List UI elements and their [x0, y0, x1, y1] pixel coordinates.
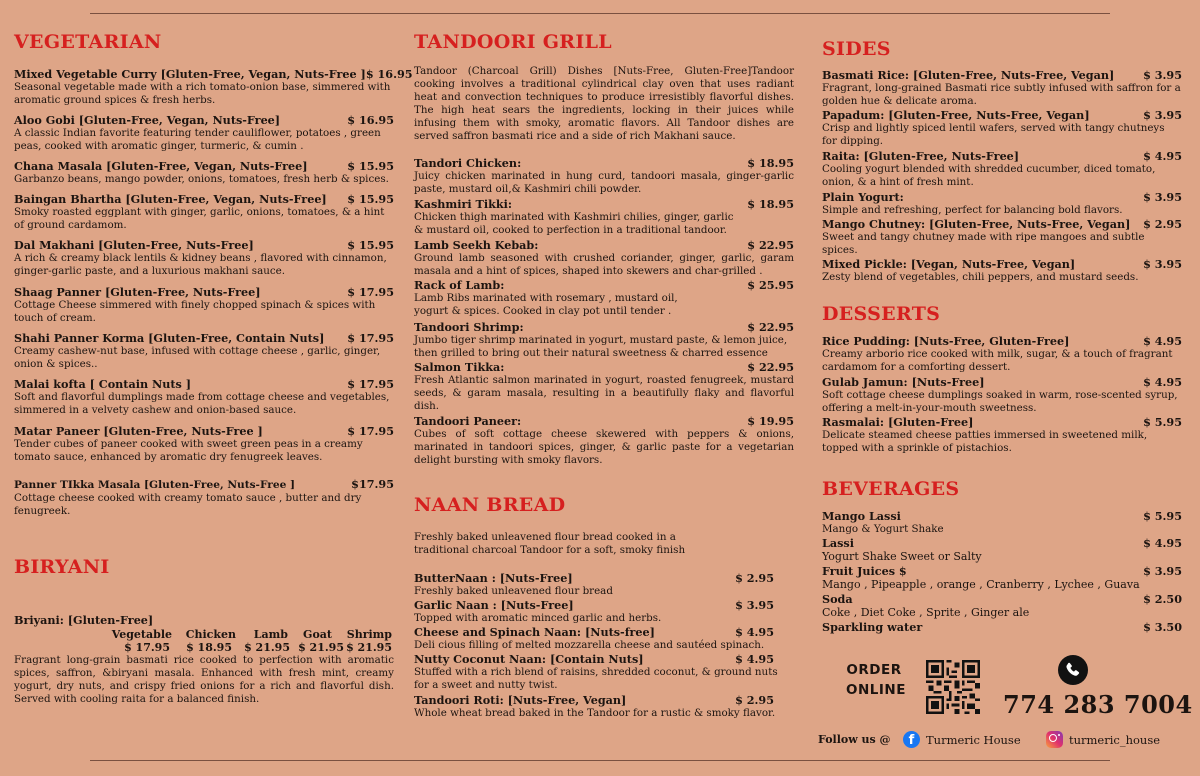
- item-desc: Fresh Atlantic salmon marinated in yogurt, roasted fenugreek, mustard seeds, & garam masala, resulting in a beautifully flaky and flavorful dish.: [414, 374, 794, 412]
- item-price: $ 19.95: [747, 414, 794, 428]
- item-name: ButterNaan : [Nuts-Free]: [414, 571, 573, 585]
- item-name: Rasmalai: [Gluten-Free]: [822, 415, 974, 429]
- biryani-prices: [14, 641, 394, 654]
- item-desc: Fragrant long-grain basmati rice cooked to perfection with aromatic spices, saffron, &biryani masala. Enhanced with fresh mint, creamy yogurt, dry nuts, and crispy fried onions for a rich and flavorful dish. Served with cooling raita for a balanced finish.: [14, 654, 394, 705]
- biryani-price: $ 18.95: [186, 641, 232, 654]
- item-price: $ 4.95: [735, 625, 774, 639]
- item-name: Papadum: [Gluten-Free, Nuts-Free, Vegan]: [822, 108, 1090, 122]
- menu-item: [414, 198, 794, 237]
- item-name: Tandori Chicken:: [414, 156, 522, 170]
- menu-item: [14, 425, 394, 464]
- item-name: Tandoori Paneer:: [414, 414, 522, 428]
- menu-item: [822, 621, 1182, 634]
- item-desc: A rich & creamy black lentils & kidney beans , flavored with cinnamon, ginger-garlic paste, and a luxurious makhani sauce.: [14, 252, 387, 277]
- phone-icon: [1058, 655, 1088, 685]
- biryani-option: Vegetable: [111, 628, 172, 641]
- menu-item: [14, 193, 394, 232]
- item-price: $ 18.95: [747, 197, 794, 211]
- item-desc: Chicken thigh marinated with Kashmiri chilies, ginger, garlic & mustard oil, cooked to perfection in a traditional tandoor.: [414, 211, 734, 236]
- item-name: Plain Yogurt:: [822, 190, 904, 204]
- phone-glyph-icon: [1058, 655, 1088, 685]
- item-desc: Tender cubes of paneer cooked with sweet green peas in a creamy tomato sauce, enhanced by aromatic dry fenugreek leaves.: [14, 438, 363, 463]
- item-desc: Fragrant, long-grained Basmati rice subtly infused with saffron for a golden hue & delicate aroma.: [822, 82, 1181, 107]
- item-price: $ 17.95: [347, 331, 394, 345]
- item-name: Rice Pudding: [Nuts-Free, Gluten-Free]: [822, 334, 1070, 348]
- item-name: Garlic Naan : [Nuts-Free]: [414, 598, 574, 612]
- item-name: Kashmiri Tikki:: [414, 197, 512, 211]
- facebook-handle: Turmeric House: [926, 732, 1021, 747]
- item-price: $ 3.95: [735, 598, 774, 612]
- menu-item: [414, 157, 794, 196]
- menu-item: [822, 510, 1182, 536]
- item-price: $ 22.95: [747, 238, 794, 252]
- item-name: Nutty Coconut Naan: [Contain Nuts]: [414, 652, 644, 666]
- menu-item: [822, 150, 1182, 189]
- item-name: Soda: [822, 592, 853, 606]
- menu-item: [14, 332, 394, 371]
- item-price: $ 2.50: [1143, 592, 1182, 606]
- menu-item: [822, 565, 1182, 591]
- menu-item: [414, 599, 774, 625]
- menu-item: [14, 160, 394, 186]
- menu-item: [414, 652, 778, 692]
- item-price: $ 17.95: [347, 377, 394, 391]
- item-price: $ 5.95: [1143, 509, 1182, 523]
- menu-item: [14, 239, 394, 278]
- item-price: $ 3.50: [1143, 620, 1182, 634]
- item-price: $ 22.95: [747, 320, 794, 334]
- menu-item: [822, 335, 1182, 374]
- item-desc: Mango & Yogurt Shake: [822, 523, 944, 535]
- item-price: $ 2.95: [1143, 217, 1182, 231]
- item-name: Salmon Tikka:: [414, 360, 505, 374]
- item-name: Mixed Pickle: [Vegan, Nuts-Free, Vegan]: [822, 257, 1076, 271]
- item-price: $ 15.95: [347, 238, 394, 252]
- item-name: Baingan Bhartha [Gluten-Free, Vegan, Nuts-Free]: [14, 192, 327, 206]
- item-desc: A classic Indian favorite featuring tender cauliflower, potatoes , green peas, cooked with aromatic ginger, turmeric, & cumin .: [14, 127, 381, 152]
- menu-item: [822, 258, 1182, 284]
- facebook-link[interactable]: [903, 731, 1021, 748]
- biryani-title: BIRYANI: [14, 556, 110, 578]
- item-price: $ 17.95: [347, 424, 394, 438]
- desserts-title: DESSERTS: [822, 303, 941, 325]
- menu-item: [414, 361, 794, 413]
- menu-item: [414, 572, 774, 598]
- menu-item: [14, 478, 394, 518]
- item-price: $ 17.95: [347, 285, 394, 299]
- item-desc: Lamb Ribs marinated with rosemary , mustard oil, yogurt & spices. Cooked in clay pot until tender .: [414, 292, 678, 317]
- item-price: $ 22.95: [747, 360, 794, 374]
- item-desc: Crisp and lightly spiced lentil wafers, served with tangy chutneys for dipping.: [822, 122, 1165, 147]
- item-name: Mango Lassi: [822, 509, 901, 523]
- follow-label: Follow us @: [818, 733, 891, 746]
- biryani-option: Shrimp: [346, 628, 392, 641]
- item-price: $ 2.95: [735, 571, 774, 585]
- item-price: $ 3.95: [1143, 190, 1182, 204]
- item-name: Gulab Jamun: [Nuts-Free]: [822, 375, 985, 389]
- item-name: Aloo Gobi [Gluten-Free, Vegan, Nuts-Free]: [14, 113, 281, 127]
- item-desc: Juicy chicken marinated in hung curd, tandoori masala, ginger-garlic paste, mustard oil,& Kashmiri chili powder.: [414, 170, 794, 195]
- order-line-1: ORDER: [846, 662, 902, 678]
- item-desc: Jumbo tiger shrimp marinated in yogurt, mustard paste, & lemon juice, then grilled to bring out their natural sweetness & charred essence: [414, 334, 788, 359]
- instagram-link[interactable]: [1046, 731, 1160, 748]
- item-desc: Topped with aromatic minced garlic and herbs.: [414, 612, 662, 624]
- item-desc: Deli cious filling of melted mozzarella cheese and sautéed spinach.: [414, 639, 765, 651]
- item-desc: Sweet and tangy chutney made with ripe mangoes and subtle spices.: [822, 231, 1145, 256]
- item-name: Sparkling water: [822, 620, 923, 634]
- facebook-icon: f: [903, 731, 920, 748]
- item-name: Rack of Lamb:: [414, 278, 505, 292]
- item-desc: Smoky roasted eggplant with ginger, garlic, onions, tomatoes, & a hint of ground cardamom.: [14, 206, 385, 231]
- order-line-2: ONLINE: [846, 682, 906, 698]
- tandoori-intro: Tandoor (Charcoal Grill) Dishes [Nuts-Free, Gluten-Free]Tandoor cooking involves a traditional cylindrical clay oven that uses radiant heat and convection techniques to produce irresistibly flavorful dishes. The high heat sears the ingredients, locking in their juices while infusing them with smoky, aromatic flavors. All Tandoor dishes are served saffron basmati rice and a side of rich Makhani sauce.: [414, 65, 794, 142]
- menu-item: [414, 239, 794, 278]
- item-name: Panner TIkka Masala [Gluten-Free, Nuts-Free ]: [14, 479, 296, 491]
- biryani-item: [14, 614, 394, 706]
- item-desc: Creamy cashew-nut base, infused with cottage cheese , garlic, ginger, onion & spices..: [14, 345, 381, 370]
- item-name: Dal Makhani [Gluten-Free, Nuts-Free]: [14, 238, 254, 252]
- item-desc: Soft cottage cheese dumplings soaked in warm, rose-scented syrup, offering a melt-in-your-mouth sweetness.: [822, 389, 1178, 414]
- menu-item: [14, 378, 394, 417]
- item-price: $17.95: [351, 477, 394, 491]
- tandoori-title: TANDOORI GRILL: [414, 31, 612, 53]
- order-online-label[interactable]: [846, 660, 906, 700]
- item-name: Mixed Vegetable Curry [Gluten-Free, Vegan, Nuts-Free ]: [14, 67, 366, 81]
- item-price: $ 4.95: [1143, 375, 1182, 389]
- naan-title: NAAN BREAD: [414, 494, 566, 516]
- menu-item: [14, 286, 394, 325]
- menu-item: [822, 218, 1182, 257]
- biryani-option: Chicken: [185, 628, 236, 641]
- item-desc: Zesty blend of vegetables, chili peppers, and mustard seeds.: [822, 271, 1139, 283]
- item-desc: Ground lamb seasoned with crushed coriander, ginger, garlic, garam masala and a hint of spices, shaped into skewers and char-grilled .: [414, 252, 794, 277]
- menu-item: [822, 376, 1182, 415]
- item-name: Mango Chutney: [Gluten-Free, Nuts-Free, Vegan]: [822, 217, 1131, 231]
- item-name: Lamb Seekh Kebab:: [414, 238, 539, 252]
- item-name: Shaag Panner [Gluten-Free, Nuts-Free]: [14, 285, 261, 299]
- item-price: $ 15.95: [347, 192, 394, 206]
- item-price: $ 4.95: [1143, 334, 1182, 348]
- item-name: Tandoori Shrimp:: [414, 320, 524, 334]
- item-desc: Cottage cheese cooked with creamy tomato sauce , butter and dry fenugreek.: [14, 492, 362, 517]
- item-price: $ 18.95: [747, 156, 794, 170]
- item-desc: Freshly baked unleavened flour bread: [414, 585, 613, 597]
- menu-item: [822, 191, 1182, 217]
- sides-title: SIDES: [822, 38, 891, 60]
- item-price: $ 4.95: [1143, 536, 1182, 550]
- item-desc: Cooling yogurt blended with shredded cucumber, diced tomato, onion, & a hint of fresh mint.: [822, 163, 1156, 188]
- menu-item: [414, 626, 774, 652]
- item-price: $ 25.95: [747, 278, 794, 292]
- item-price: $ 3.95: [1143, 564, 1182, 578]
- item-desc: Whole wheat bread baked in the Tandoor for a rustic & smoky flavor.: [414, 707, 776, 719]
- menu-item: [822, 537, 1182, 563]
- item-desc: Stuffed with a rich blend of raisins, shredded coconut, & ground nuts for a sweet and nutty twist.: [414, 666, 778, 691]
- menu-item: [414, 694, 774, 720]
- menu-item: [822, 69, 1182, 108]
- item-name: Fruit Juices $: [822, 564, 907, 578]
- instagram-handle: turmeric_house: [1069, 732, 1161, 747]
- item-desc: Coke , Diet Coke , Sprite , Ginger ale: [822, 606, 1030, 619]
- item-price: $ 16.95: [365, 67, 413, 81]
- biryani-price: $ 21.95: [244, 641, 290, 654]
- qr-code-icon[interactable]: [926, 660, 980, 714]
- item-price: $ 3.95: [1143, 68, 1182, 82]
- menu-item: [14, 67, 413, 107]
- item-price: $ 3.95: [1143, 257, 1182, 271]
- instagram-icon: [1046, 731, 1063, 748]
- item-price: $ 16.95: [347, 113, 394, 127]
- item-name: Tandoori Roti: [Nuts-Free, Vegan]: [414, 693, 627, 707]
- item-desc: Cubes of soft cottage cheese skewered with peppers & onions, marinated in tandoori spices, ginger, & garlic paste for a vegetarian delight bursting with smoky flavors.: [414, 428, 794, 466]
- menu-item: [822, 416, 1182, 455]
- item-name: Briyani: [Gluten-Free]: [14, 613, 154, 627]
- biryani-option: Goat: [303, 628, 332, 641]
- item-price: $ 2.95: [735, 693, 774, 707]
- item-price: $ 4.95: [735, 652, 774, 666]
- item-name: Malai kofta [ Contain Nuts ]: [14, 377, 192, 391]
- menu-item: [822, 593, 1182, 619]
- biryani-option: Lamb: [253, 628, 288, 641]
- item-name: Shahi Panner Korma [Gluten-Free, Contain Nuts]: [14, 331, 325, 345]
- item-desc: Simple and refreshing, perfect for balancing bold flavors.: [822, 204, 1123, 216]
- menu-item: [14, 114, 394, 153]
- top-rule: [90, 13, 1110, 14]
- item-desc: Cottage Cheese simmered with finely chopped spinach & spices with touch of cream.: [14, 299, 376, 324]
- item-name: Cheese and Spinach Naan: [Nuts-free]: [414, 625, 655, 639]
- item-name: Raita: [Gluten-Free, Nuts-Free]: [822, 149, 1020, 163]
- item-price: $ 3.95: [1143, 108, 1182, 122]
- item-price: $ 15.95: [347, 159, 394, 173]
- menu-item: [414, 415, 794, 467]
- menu-item: [414, 279, 794, 318]
- phone-number[interactable]: 774 283 7004: [1003, 690, 1193, 719]
- beverages-title: BEVERAGES: [822, 478, 960, 500]
- item-desc: Soft and flavorful dumplings made from cottage cheese and vegetables, simmered in a velvety cashew and onion-based sauce.: [14, 391, 390, 416]
- item-desc: Yogurt Shake Sweet or Salty: [822, 550, 982, 563]
- biryani-price: $ 17.95: [124, 641, 170, 654]
- item-name: Matar Paneer [Gluten-Free, Nuts-Free ]: [14, 424, 263, 438]
- biryani-price: $ 21.95: [346, 641, 392, 654]
- item-desc: Garbanzo beans, mango powder, onions, tomatoes, fresh herb & spices.: [14, 173, 389, 185]
- vegetarian-title: VEGETARIAN: [14, 31, 162, 53]
- item-desc: Seasonal vegetable made with a rich tomato-onion base, simmered with aromatic ground spices & fresh herbs.: [14, 81, 391, 106]
- item-desc: Delicate steamed cheese patties immersed in sweetened milk, topped with a sprinkle of pistachios.: [822, 429, 1148, 454]
- biryani-price: $ 21.95: [298, 641, 344, 654]
- bottom-rule: [90, 760, 1110, 761]
- item-desc: Creamy arborio rice cooked with milk, sugar, & a touch of fragrant cardamom for a comforting dessert.: [822, 348, 1173, 373]
- biryani-options: [14, 628, 394, 641]
- item-name: Lassi: [822, 536, 854, 550]
- naan-intro: Freshly baked unleavened flour bread cooked in a traditional charcoal Tandoor for a soft, smoky finish: [414, 531, 686, 556]
- item-name: Chana Masala [Gluten-Free, Vegan, Nuts-Free]: [14, 159, 308, 173]
- item-price: $ 4.95: [1143, 149, 1182, 163]
- item-desc: Mango , Pipeapple , orange , Cranberry , Lychee , Guava: [822, 578, 1140, 591]
- menu-item: [414, 321, 794, 360]
- item-price: $ 5.95: [1143, 415, 1182, 429]
- item-name: Basmati Rice: [Gluten-Free, Nuts-Free, Vegan]: [822, 68, 1115, 82]
- menu-item: [822, 109, 1182, 148]
